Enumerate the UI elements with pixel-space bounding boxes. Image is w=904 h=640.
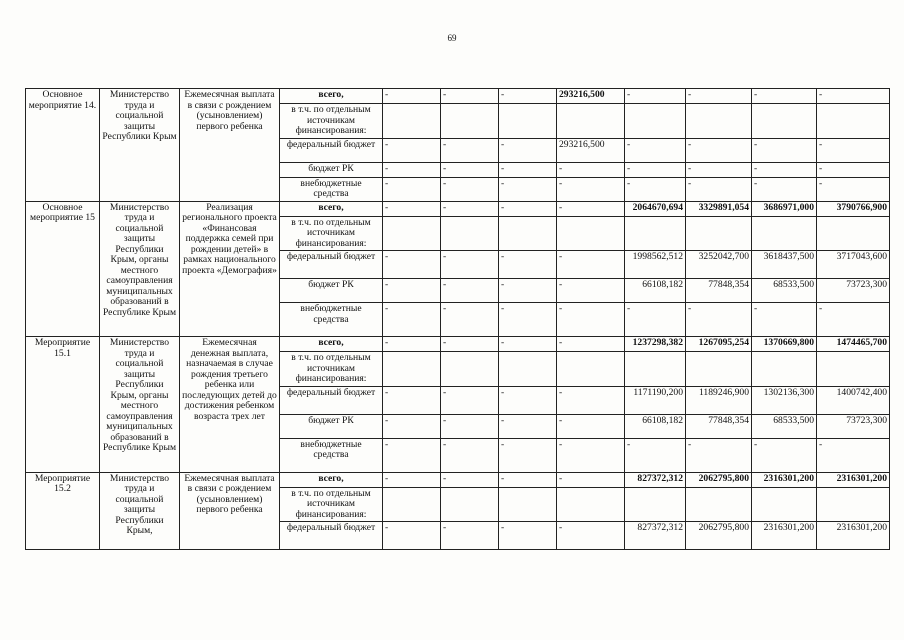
value-cell: 1474465,700 [817, 337, 890, 352]
value-cell: - [499, 472, 557, 487]
source-total: всего, [280, 89, 383, 104]
value-cell: - [441, 438, 499, 472]
value-cell: - [752, 177, 817, 201]
value-cell: 3252042,700 [686, 251, 752, 279]
value-cell: - [752, 303, 817, 337]
value-cell: - [817, 162, 890, 177]
value-cell: - [557, 472, 625, 487]
value-cell: 1189246,900 [686, 386, 752, 414]
value-cell: - [383, 386, 441, 414]
source-total: всего, [280, 472, 383, 487]
value-cell: 73723,300 [817, 279, 890, 303]
source-total: всего, [280, 337, 383, 352]
event-name: Основное мероприятие 15 [26, 201, 100, 337]
value-cell: 77848,354 [686, 279, 752, 303]
value-cell: - [686, 438, 752, 472]
value-cell: 1171190,200 [625, 386, 686, 414]
value-cell: - [625, 89, 686, 104]
source-offbudget: внебюджетные средства [280, 303, 383, 337]
value-cell: - [557, 177, 625, 201]
event-description: Реализация регионального проекта «Финансовая поддержка семей при рождении детей» в рамках национального проекта «Демография» [180, 201, 280, 337]
event-executor: Министерство труда и социальной защиты Республики Крым, [100, 472, 180, 550]
value-cell: - [499, 414, 557, 438]
value-cell: - [557, 438, 625, 472]
value-cell: - [752, 89, 817, 104]
value-cell: 2316301,200 [817, 522, 890, 550]
value-cell: - [557, 279, 625, 303]
value-cell: - [625, 177, 686, 201]
value-cell: - [499, 162, 557, 177]
value-cell: - [383, 303, 441, 337]
value-cell: 2062795,800 [686, 522, 752, 550]
value-cell: - [557, 414, 625, 438]
source-offbudget: внебюджетные средства [280, 438, 383, 472]
table-row [26, 337, 890, 352]
value-cell: - [383, 89, 441, 104]
value-cell: - [499, 337, 557, 352]
value-cell: - [499, 251, 557, 279]
value-cell: - [383, 337, 441, 352]
table-row [26, 89, 890, 104]
value-cell: 293216,500 [557, 89, 625, 104]
source-federal: федеральный бюджет [280, 522, 383, 550]
value-cell: 2316301,200 [752, 472, 817, 487]
value-cell: 2316301,200 [752, 522, 817, 550]
value-cell: 1237298,382 [625, 337, 686, 352]
source-rk: бюджет РК [280, 279, 383, 303]
value-cell: - [499, 279, 557, 303]
value-cell: - [817, 177, 890, 201]
value-cell: - [499, 438, 557, 472]
value-cell: - [817, 438, 890, 472]
value-cell: - [441, 522, 499, 550]
value-cell: - [686, 138, 752, 162]
value-cell: - [441, 303, 499, 337]
value-cell: 66108,182 [625, 279, 686, 303]
value-cell: - [752, 138, 817, 162]
table-row [26, 201, 890, 216]
value-cell: 66108,182 [625, 414, 686, 438]
value-cell: - [499, 303, 557, 337]
event-executor: Министерство труда и социальной защиты Республики Крым, органы местного самоуправления муниципальных образований в Республике Крым [100, 337, 180, 473]
value-cell: 68533,500 [752, 414, 817, 438]
value-cell: - [557, 303, 625, 337]
page-number: 69 [447, 33, 457, 43]
source-federal: федеральный бюджет [280, 251, 383, 279]
value-cell: - [441, 162, 499, 177]
value-cell: - [557, 201, 625, 216]
value-cell: 293216,500 [557, 138, 625, 162]
value-cell: 827372,312 [625, 522, 686, 550]
value-cell: 68533,500 [752, 279, 817, 303]
value-cell: - [383, 201, 441, 216]
table-row [26, 472, 890, 487]
value-cell: 2064670,694 [625, 201, 686, 216]
value-cell: - [557, 162, 625, 177]
value-cell: 3790766,900 [817, 201, 890, 216]
value-cell: - [441, 279, 499, 303]
value-cell: - [441, 177, 499, 201]
value-cell: - [383, 251, 441, 279]
value-cell: 2316301,200 [817, 472, 890, 487]
value-cell: - [625, 303, 686, 337]
value-cell: - [441, 201, 499, 216]
value-cell: - [441, 386, 499, 414]
value-cell: - [499, 522, 557, 550]
event-description: Ежемесячная денежная выплата, назначаемая в случае рождения третьего ребенка или последующих детей до достижения ребенком возраста трех лет [180, 337, 280, 473]
value-cell: 3329891,054 [686, 201, 752, 216]
event-name: Основное мероприятие 14. [26, 89, 100, 202]
value-cell: - [625, 162, 686, 177]
value-cell: 3717043,600 [817, 251, 890, 279]
value-cell: - [441, 472, 499, 487]
value-cell: - [499, 89, 557, 104]
value-cell: - [441, 337, 499, 352]
value-cell: - [817, 89, 890, 104]
source-rk: бюджет РК [280, 162, 383, 177]
value-cell: - [383, 472, 441, 487]
value-cell: - [441, 138, 499, 162]
event-executor: Министерство труда и социальной защиты Республики Крым, органы местного самоуправления муниципальных образований в Республике Крым [100, 201, 180, 337]
value-cell: 77848,354 [686, 414, 752, 438]
value-cell: - [383, 177, 441, 201]
value-cell: - [383, 279, 441, 303]
source-total: всего, [280, 201, 383, 216]
value-cell: 1400742,400 [817, 386, 890, 414]
event-executor: Министерство труда и социальной защиты Республики Крым [100, 89, 180, 202]
value-cell: - [383, 438, 441, 472]
value-cell: 1998562,512 [625, 251, 686, 279]
value-cell: - [686, 303, 752, 337]
source-incl: в т.ч. по отдельным источникам финансирования: [280, 216, 383, 251]
value-cell: - [499, 177, 557, 201]
event-description: Ежемесячная выплата в связи с рождением (усыновлением) первого ребенка [180, 472, 280, 550]
value-cell: - [557, 251, 625, 279]
value-cell: - [686, 177, 752, 201]
value-cell: - [383, 414, 441, 438]
budget-table [25, 88, 890, 550]
value-cell: - [557, 386, 625, 414]
value-cell: - [625, 138, 686, 162]
value-cell: 1370669,800 [752, 337, 817, 352]
value-cell: - [499, 138, 557, 162]
value-cell: 73723,300 [817, 414, 890, 438]
source-federal: федеральный бюджет [280, 386, 383, 414]
value-cell: - [383, 522, 441, 550]
value-cell: - [499, 201, 557, 216]
value-cell: - [625, 438, 686, 472]
value-cell: 3618437,500 [752, 251, 817, 279]
source-offbudget: внебюджетные средства [280, 177, 383, 201]
value-cell: - [817, 303, 890, 337]
value-cell: - [441, 89, 499, 104]
value-cell: - [817, 138, 890, 162]
event-name: Мероприятие 15.2 [26, 472, 100, 550]
source-incl: в т.ч. по отдельным источникам финансирования: [280, 104, 383, 139]
source-incl: в т.ч. по отдельным источникам финансирования: [280, 487, 383, 522]
value-cell: - [752, 162, 817, 177]
value-cell: - [557, 522, 625, 550]
value-cell: - [686, 89, 752, 104]
value-cell: - [499, 386, 557, 414]
value-cell: - [752, 438, 817, 472]
value-cell: 1267095,254 [686, 337, 752, 352]
value-cell: - [441, 251, 499, 279]
source-federal: федеральный бюджет [280, 138, 383, 162]
value-cell: 3686971,000 [752, 201, 817, 216]
source-incl: в т.ч. по отдельным источникам финансирования: [280, 352, 383, 387]
event-name: Мероприятие 15.1 [26, 337, 100, 473]
value-cell: - [383, 162, 441, 177]
value-cell: - [557, 337, 625, 352]
value-cell: - [686, 162, 752, 177]
value-cell: 2062795,800 [686, 472, 752, 487]
value-cell: - [441, 414, 499, 438]
value-cell: - [383, 138, 441, 162]
source-rk: бюджет РК [280, 414, 383, 438]
event-description: Ежемесячная выплата в связи с рождением (усыновлением) первого ребенка [180, 89, 280, 202]
value-cell: 827372,312 [625, 472, 686, 487]
value-cell: 1302136,300 [752, 386, 817, 414]
